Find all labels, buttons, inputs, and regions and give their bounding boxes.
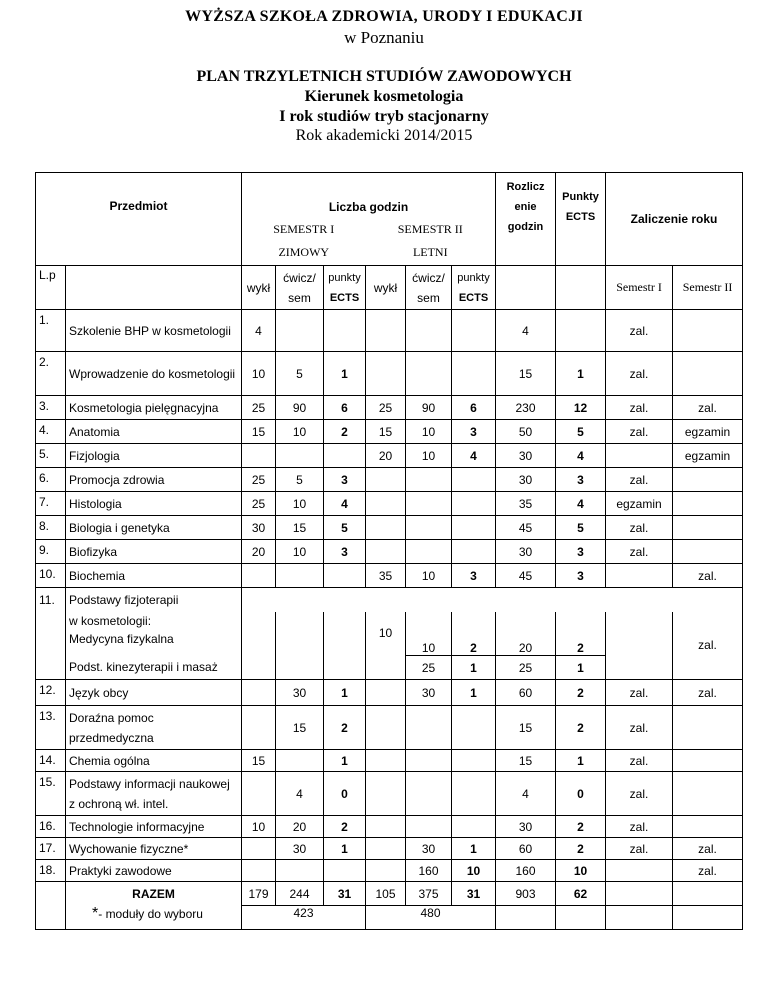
subject-name: Fizjologia (66, 444, 242, 468)
study-plan-table (35, 172, 743, 930)
row-number: 3. (36, 396, 66, 420)
cell-p2 (452, 468, 496, 492)
cell-c1 (276, 564, 324, 588)
cell-c1: 90 (276, 396, 324, 420)
cell-p1: 3 (324, 540, 366, 564)
cell-p2: 1 (452, 680, 496, 706)
cell-e: 1 (556, 352, 606, 396)
cell-w2 (366, 816, 406, 838)
cell-r: 30 (496, 540, 556, 564)
exercise-header-1: ćwicz/ sem (276, 266, 324, 310)
cell-w2: 25 (366, 396, 406, 420)
school-name: WYŻSZA SZKOŁA ZDROWIA, URODY I EDUKACJI (185, 8, 583, 25)
cell-p1: 31 (324, 882, 366, 906)
subject-name: Podstawy fizjoterapii (66, 588, 242, 612)
cell-r: 903 (496, 882, 556, 906)
row-number: 9. (36, 540, 66, 564)
subject-name: Język obcy (66, 680, 242, 706)
cell-w2 (366, 680, 406, 706)
cell-z2: zal. (673, 680, 743, 706)
cell-e: 5 (556, 516, 606, 540)
semester-2-label: SEMESTR II (366, 220, 496, 240)
table-row (36, 750, 743, 772)
cell-w2 (366, 468, 406, 492)
cell-e: 4 (556, 444, 606, 468)
cell-p2: 4 (452, 444, 496, 468)
cell-w1: 179 (242, 882, 276, 906)
cell-r: 15 (496, 706, 556, 750)
cell-c2: 30 (406, 838, 452, 860)
cell-w1: 30 (242, 516, 276, 540)
table-row (36, 396, 743, 420)
cell-w1 (242, 706, 276, 750)
col-hours-header: Liczba godzin (242, 173, 496, 220)
cell-z1: zal. (606, 310, 673, 352)
cell-r: 60 (496, 838, 556, 860)
cell-r: 4 (496, 310, 556, 352)
footnote-text: - moduły do wyboru (98, 907, 203, 921)
cell-c2: 10 (406, 420, 452, 444)
col-completion-header: Zaliczenie roku (606, 173, 743, 266)
cell-e: 4 (556, 492, 606, 516)
semester-2-sub: LETNI (366, 240, 496, 266)
cell-z1 (606, 444, 673, 468)
cell-c1: 15 (276, 706, 324, 750)
cell-c2 (406, 492, 452, 516)
cell-e: 2 (556, 838, 606, 860)
cell-r: 30 (496, 468, 556, 492)
subject-subitem: Medycyna fizykalna (69, 631, 174, 646)
cell-p1: 1 (324, 680, 366, 706)
header-row-1 (36, 173, 743, 220)
cell-z2: zal. (673, 564, 743, 588)
cell-p2: 3 (452, 564, 496, 588)
cell-w2: 20 (366, 444, 406, 468)
points-header-1: punkty (328, 271, 361, 284)
cell-c2 (406, 816, 452, 838)
cell-c2: 90 (406, 396, 452, 420)
table-row (36, 516, 743, 540)
cell-p1: 1 (324, 750, 366, 772)
cell-w2 (366, 750, 406, 772)
subject-name: Doraźna pomoc przedmedyczna (66, 706, 242, 750)
cell-w1 (242, 680, 276, 706)
cell-z2 (673, 816, 743, 838)
subject-name: Biochemia (66, 564, 242, 588)
cell-z1: zal. (606, 706, 673, 750)
cell-e: 2 (556, 612, 606, 656)
cell-p2 (452, 492, 496, 516)
cell-c1 (276, 444, 324, 468)
cell-c2: 10 (406, 444, 452, 468)
table-row (36, 420, 743, 444)
table-row (36, 612, 743, 656)
cell-p2: 1 (452, 656, 496, 680)
cell-r: 160 (496, 860, 556, 882)
cell-c1 (276, 310, 324, 352)
cell-z2 (673, 706, 743, 750)
cell-w2 (366, 772, 406, 816)
subject-name: Szkolenie BHP w kosmetologii (66, 310, 242, 352)
cell-w2 (366, 706, 406, 750)
cell-z1: zal. (606, 468, 673, 492)
cell-p1: 3 (324, 468, 366, 492)
table-row (36, 352, 743, 396)
cell-c1: 15 (276, 516, 324, 540)
subject-name: Technologie informacyjne (66, 816, 242, 838)
cell-c2 (406, 352, 452, 396)
lecture-header-1: wykł (242, 266, 276, 310)
row-number: 14. (36, 750, 66, 772)
cell-z1: zal. (606, 772, 673, 816)
cell-z2 (673, 352, 743, 396)
table-row (36, 680, 743, 706)
cell-c2 (406, 772, 452, 816)
cell-z1: zal. (606, 750, 673, 772)
semester-ii-header: Semestr II (673, 266, 743, 310)
subject-name: Biofizyka (66, 540, 242, 564)
cell-w2: 15 (366, 420, 406, 444)
cell-p1: 2 (324, 706, 366, 750)
subject-subitem: Podst. kinezyterapii i masaż (66, 656, 242, 680)
cell-p2 (452, 352, 496, 396)
cell-w2 (366, 540, 406, 564)
cell-c2 (406, 468, 452, 492)
subject-name: Wprowadzenie do kosmetologii (66, 352, 242, 396)
header-row-4 (36, 266, 743, 310)
cell-c1: 10 (276, 492, 324, 516)
cell-e: 2 (556, 680, 606, 706)
table-row (36, 588, 743, 612)
table-row (36, 444, 743, 468)
cell-r: 30 (496, 816, 556, 838)
cell-z1: zal. (606, 396, 673, 420)
cell-p2: 2 (452, 612, 496, 656)
cell-p2: 31 (452, 882, 496, 906)
cell-p1 (324, 564, 366, 588)
cell-w1 (242, 564, 276, 588)
cell-p2: 3 (452, 420, 496, 444)
cell-c2: 30 (406, 680, 452, 706)
cell-p1 (324, 310, 366, 352)
row-number: 15. (36, 772, 66, 816)
cell-w2 (366, 838, 406, 860)
lp-header: L.p (36, 266, 66, 310)
cell-e: 10 (556, 860, 606, 882)
cell-r: 25 (496, 656, 556, 680)
cell-w2: 105 (366, 882, 406, 906)
academic-year: Rok akademicki 2014/2015 (295, 127, 473, 144)
cell-p2 (452, 540, 496, 564)
row-number: 6. (36, 468, 66, 492)
cell-w2: 35 (366, 564, 406, 588)
cell-e: 3 (556, 540, 606, 564)
plan-title: PLAN TRZYLETNICH STUDIÓW ZAWODOWYCH (196, 68, 572, 85)
cell-p2: 10 (452, 860, 496, 882)
cell-z1: zal. (606, 838, 673, 860)
cell-z1: zal. (606, 816, 673, 838)
subject-name: Histologia (66, 492, 242, 516)
cell-p1: 4 (324, 492, 366, 516)
cell-z2 (673, 310, 743, 352)
cell-z2 (673, 492, 743, 516)
cell-w2 (366, 516, 406, 540)
cell-p2: 6 (452, 396, 496, 420)
cell-p2 (452, 516, 496, 540)
cell-z1 (606, 860, 673, 882)
cell-z1: zal. (606, 352, 673, 396)
cell-r: 4 (496, 772, 556, 816)
cell-p2 (452, 750, 496, 772)
cell-w2 (366, 310, 406, 352)
cell-w1 (242, 838, 276, 860)
cell-e: 3 (556, 468, 606, 492)
cell-c2: 10 (406, 564, 452, 588)
cell-c1: 244 (276, 882, 324, 906)
semester-1-sum: 423 (242, 906, 366, 930)
cell-z1 (606, 564, 673, 588)
subject-name: Praktyki zawodowe (66, 860, 242, 882)
footnote-star: * (92, 905, 99, 922)
cell-z2: zal. (673, 860, 743, 882)
cell-w1: 15 (242, 750, 276, 772)
cell-c2: 160 (406, 860, 452, 882)
col-hours-total-header: Rozlicz enie godzin (496, 173, 556, 266)
cell-z1: zal. (606, 420, 673, 444)
table-row (36, 310, 743, 352)
cell-c1 (276, 860, 324, 882)
footnote (92, 905, 203, 923)
ects-header-1: ECTS (329, 291, 360, 304)
cell-w1: 10 (242, 816, 276, 838)
subject-name: Promocja zdrowia (66, 468, 242, 492)
cell-e: 2 (556, 706, 606, 750)
cell-r: 35 (496, 492, 556, 516)
exercise-header-2: ćwicz/ sem (406, 266, 452, 310)
cell-p1: 6 (324, 396, 366, 420)
cell-c1: 5 (276, 468, 324, 492)
totals-row (36, 882, 743, 906)
subject-name: Wychowanie fizyczne* (66, 838, 242, 860)
cell-c2 (406, 750, 452, 772)
cell-w1 (242, 860, 276, 882)
cell-z2 (673, 540, 743, 564)
cell-r: 20 (496, 612, 556, 656)
cell-w1: 25 (242, 396, 276, 420)
cell-c1 (276, 750, 324, 772)
table-row (36, 540, 743, 564)
semester-1-sub: ZIMOWY (242, 240, 366, 266)
cell-e: 62 (556, 882, 606, 906)
row-number: 11. (36, 588, 66, 612)
cell-w1: 20 (242, 540, 276, 564)
cell-z1: egzamin (606, 492, 673, 516)
cell-p1: 1 (324, 838, 366, 860)
cell-w1: 25 (242, 492, 276, 516)
table-row (36, 564, 743, 588)
cell-z2: egzamin (673, 444, 743, 468)
subject-name: Chemia ogólna (66, 750, 242, 772)
cell-r: 30 (496, 444, 556, 468)
cell-z2: zal. (673, 838, 743, 860)
cell-z2: zal. (673, 396, 743, 420)
table-row (36, 838, 743, 860)
table-row (36, 772, 743, 816)
col-subject-header: Przedmiot (36, 173, 242, 240)
cell-c1: 20 (276, 816, 324, 838)
cell-c1: 10 (276, 540, 324, 564)
cell-z1: zal. (606, 680, 673, 706)
semester-i-header: Semestr I (606, 266, 673, 310)
cell-e (556, 310, 606, 352)
points-header-2: punkty (457, 271, 490, 284)
cell-c2 (406, 540, 452, 564)
table-row (36, 468, 743, 492)
cell-z1: zal. (606, 516, 673, 540)
cell-p1: 2 (324, 420, 366, 444)
cell-w2 (366, 860, 406, 882)
row-number: 13. (36, 706, 66, 750)
cell-c2: 25 (406, 656, 452, 680)
subject-name: Biologia i genetyka (66, 516, 242, 540)
cell-z2 (673, 516, 743, 540)
cell-e: 2 (556, 816, 606, 838)
cell-z1: zal. (606, 540, 673, 564)
cell-r: 45 (496, 564, 556, 588)
row-number: 5. (36, 444, 66, 468)
row-number: 10. (36, 564, 66, 588)
cell-e: 0 (556, 772, 606, 816)
cell-p1: 1 (324, 352, 366, 396)
row-number: 4. (36, 420, 66, 444)
cell-p1 (324, 444, 366, 468)
cell-e: 3 (556, 564, 606, 588)
cell-c1: 10 (276, 420, 324, 444)
cell-c1: 30 (276, 838, 324, 860)
cell-e: 5 (556, 420, 606, 444)
cell-z2 (673, 772, 743, 816)
cell-p2 (452, 816, 496, 838)
semester-2-sum: 480 (366, 906, 496, 930)
cell-r: 15 (496, 352, 556, 396)
cell-r: 45 (496, 516, 556, 540)
lecture-header-2: wykł (366, 266, 406, 310)
cell-p1: 0 (324, 772, 366, 816)
table-row (36, 816, 743, 838)
cell-c1: 30 (276, 680, 324, 706)
row-number: 2. (36, 352, 66, 396)
semester-1-label: SEMESTR I (242, 220, 366, 240)
subject-name: w kosmetologii: (69, 613, 152, 628)
cell-w1 (242, 444, 276, 468)
cell-c2 (406, 706, 452, 750)
cell-w1: 10 (242, 352, 276, 396)
cell-w2 (366, 492, 406, 516)
row-number: 8. (36, 516, 66, 540)
cell-p1: 2 (324, 816, 366, 838)
row-number: 12. (36, 680, 66, 706)
ects-header-2: ECTS (458, 291, 489, 304)
cell-p2: 1 (452, 838, 496, 860)
cell-e: 1 (556, 656, 606, 680)
cell-c2: 375 (406, 882, 452, 906)
cell-p2 (452, 772, 496, 816)
cell-c2: 10 (406, 612, 452, 656)
subject-name: Podstawy informacji naukowej z ochroną wł. intel. (66, 772, 242, 816)
field-of-study: Kierunek kosmetologia (304, 88, 464, 105)
cell-p2 (452, 310, 496, 352)
cell-w1 (242, 772, 276, 816)
cell-w2: 10 (366, 612, 406, 680)
cell-w2 (366, 352, 406, 396)
cell-e: 1 (556, 750, 606, 772)
school-city: w Poznaniu (344, 28, 424, 47)
cell-p1: 5 (324, 516, 366, 540)
cell-z2: zal. (673, 612, 743, 680)
subject-name: Anatomia (66, 420, 242, 444)
table-row (36, 492, 743, 516)
row-number: 16. (36, 816, 66, 838)
row-number: 7. (36, 492, 66, 516)
cell-z2: egzamin (673, 420, 743, 444)
cell-r: 15 (496, 750, 556, 772)
table-row (36, 860, 743, 882)
cell-r: 60 (496, 680, 556, 706)
cell-r: 230 (496, 396, 556, 420)
cell-r: 50 (496, 420, 556, 444)
subject-name: Kosmetologia pielęgnacyjna (66, 396, 242, 420)
row-number: 17. (36, 838, 66, 860)
cell-w1: 15 (242, 420, 276, 444)
col-ects-header: Punkty ECTS (556, 173, 606, 266)
cell-w1: 4 (242, 310, 276, 352)
cell-p1 (324, 860, 366, 882)
cell-p2 (452, 706, 496, 750)
row-number: 1. (36, 310, 66, 352)
table-row (36, 706, 743, 750)
study-year: I rok studiów tryb stacjonarny (279, 108, 489, 125)
cell-e: 12 (556, 396, 606, 420)
cell-c1: 5 (276, 352, 324, 396)
cell-z2 (673, 750, 743, 772)
cell-c2 (406, 516, 452, 540)
totals-label: RAZEM (66, 882, 242, 906)
cell-c2 (406, 310, 452, 352)
row-number: 18. (36, 860, 66, 882)
cell-w1: 25 (242, 468, 276, 492)
cell-c1: 4 (276, 772, 324, 816)
cell-z2 (673, 468, 743, 492)
